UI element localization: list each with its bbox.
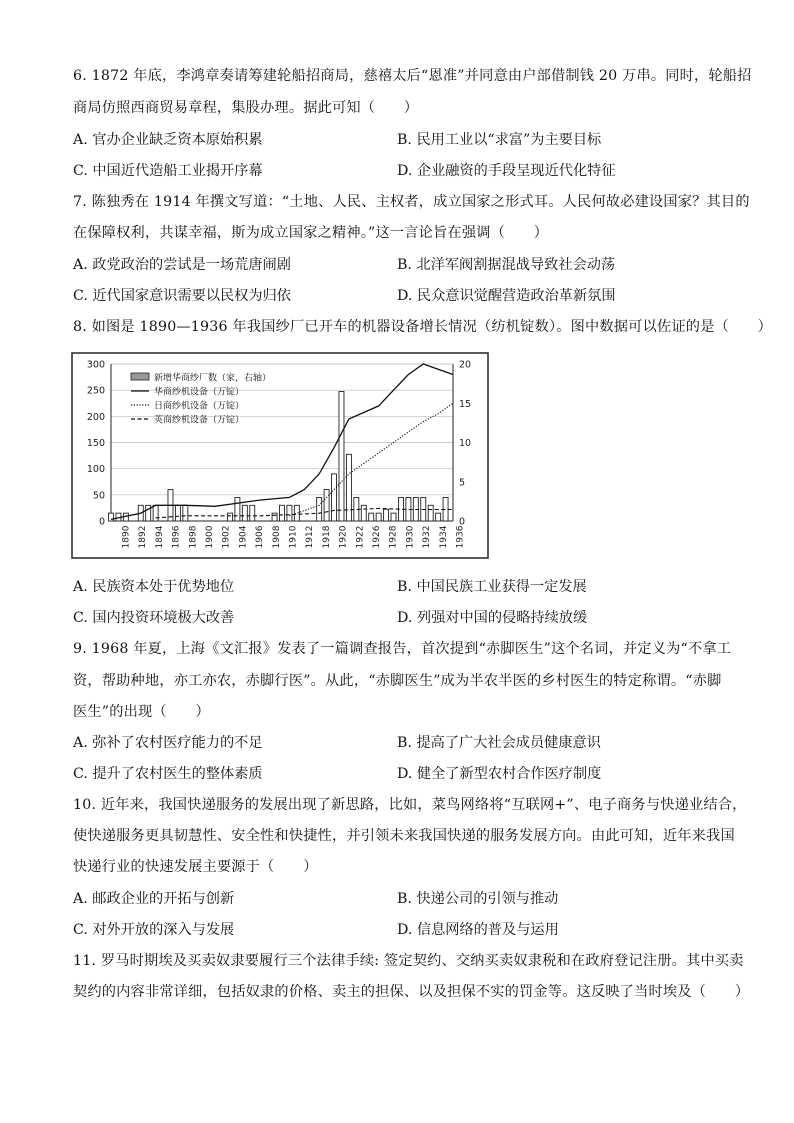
question-8-option-b[interactable]: B. 中国民族工业获得一定发展 bbox=[397, 579, 587, 595]
question-6-option-c[interactable]: C. 中国近代造船工业揭开序幕 bbox=[73, 163, 263, 179]
question-11-line-2: 契约的内容非常详细，包括奴隶的价格、卖主的担保、以及担保不实的罚金等。这反映了当时埃及（ ） bbox=[73, 984, 750, 1000]
question-8-line-1: 8. 如图是 1890—1936 年我国纱厂已开车的机器设备增长情况（纺机锭数）。图中数据可以佐证的是（ ） bbox=[73, 319, 773, 335]
question-10-option-d[interactable]: D. 信息网络的普及与运用 bbox=[397, 922, 559, 938]
y-right-tick-label: 5 bbox=[459, 477, 466, 489]
factory-count-bar bbox=[250, 505, 255, 521]
factory-count-bar bbox=[376, 513, 381, 521]
question-7-line-2: 在保障权利，共谋幸福，斯为成立国家之精神。”这一言论旨在强调（ ） bbox=[73, 225, 549, 241]
factory-count-bar bbox=[339, 391, 344, 521]
y-left-tick-label: 250 bbox=[86, 385, 105, 397]
x-tick-label: 1936 bbox=[455, 525, 466, 549]
x-tick-label: 1918 bbox=[321, 525, 332, 549]
factory-count-bar bbox=[280, 505, 285, 521]
factory-count-bar bbox=[361, 505, 366, 521]
legend-label: 华商纱机设备（万锭） bbox=[154, 387, 245, 398]
y-left-tick-label: 0 bbox=[98, 516, 105, 528]
question-7-option-c[interactable]: C. 近代国家意识需要以民权为归依 bbox=[73, 288, 291, 304]
x-tick-label: 1904 bbox=[238, 525, 249, 549]
x-tick-label: 1930 bbox=[405, 525, 416, 549]
x-tick-label: 1892 bbox=[138, 525, 149, 549]
x-tick-label: 1920 bbox=[338, 525, 349, 549]
x-tick-label: 1902 bbox=[221, 525, 232, 549]
question-6-line-1: 6. 1872 年底，李鸿章奏请筹建轮船招商局，慈禧太后“恩准”并同意由户部借制钱 20 万串。同时，轮船招 bbox=[73, 68, 752, 84]
x-tick-label: 1906 bbox=[255, 525, 266, 549]
y-right-tick-label: 10 bbox=[459, 438, 472, 449]
legend-label: 新增华商纱厂数（家，右轴） bbox=[154, 373, 272, 384]
question-6-option-a[interactable]: A. 官办企业缺乏资本原始积累 bbox=[73, 132, 263, 148]
question-8-option-a[interactable]: A. 民族资本处于优势地位 bbox=[73, 579, 235, 595]
question-9-option-d[interactable]: D. 健全了新型农村合作医疗制度 bbox=[397, 766, 602, 782]
legend-label: 英商纱机设备（万锭） bbox=[154, 415, 245, 426]
question-10-line-2: 使快递服务更具韧慧性、安全性和快捷性，并引领未来我国快递的服务发展方向。由此可知，近年来我国 bbox=[73, 828, 735, 844]
x-tick-label: 1922 bbox=[355, 525, 366, 549]
question-9-line-1: 9. 1968 年夏，上海《文汇报》发表了一篇调查报告，首次提到“赤脚医生”这个名词，并定义为“不拿工 bbox=[73, 641, 732, 657]
question-9-option-c[interactable]: C. 提升了农村医生的整体素质 bbox=[73, 766, 263, 782]
x-tick-label: 1898 bbox=[188, 525, 199, 549]
question-8-option-d[interactable]: D. 列强对中国的侵略持续放缓 bbox=[397, 610, 588, 626]
x-tick-label: 1896 bbox=[171, 525, 182, 549]
factory-count-bar bbox=[369, 513, 374, 521]
factory-count-bar bbox=[235, 497, 240, 521]
y-left-tick-label: 100 bbox=[86, 464, 105, 476]
x-tick-label: 1934 bbox=[438, 525, 449, 549]
question-9-line-2: 资，帮助种地，亦工亦农，赤脚行医”。从此，“赤脚医生”成为半农半医的乡村医生的特定称谓。“赤脚 bbox=[73, 673, 722, 689]
question-7-line-1: 7. 陈独秀在 1914 年撰文写道：“土地、人民、主权者，成立国家之形式耳。人民何故必建设国家？其目的 bbox=[73, 194, 750, 210]
y-right-tick-label: 0 bbox=[459, 516, 466, 528]
question-9-line-3: 医生”的出现（ ） bbox=[73, 704, 210, 720]
factory-count-bar bbox=[175, 505, 180, 521]
legend-label: 日商纱机设备（万锭） bbox=[154, 401, 245, 412]
y-right-tick-label: 20 bbox=[459, 359, 472, 371]
factory-count-bar bbox=[294, 505, 299, 521]
legend-swatch bbox=[131, 373, 149, 380]
question-10-option-c[interactable]: C. 对外开放的深入与发展 bbox=[73, 922, 235, 938]
factory-count-bar bbox=[272, 513, 277, 521]
question-10-option-b[interactable]: B. 快递公司的引领与推动 bbox=[397, 891, 559, 907]
factory-count-bar bbox=[428, 505, 433, 521]
factory-count-bar bbox=[384, 509, 389, 521]
spindle-growth-chart bbox=[71, 352, 489, 559]
x-tick-label: 1908 bbox=[271, 525, 282, 549]
factory-count-bar bbox=[317, 497, 322, 521]
factory-count-bar bbox=[242, 505, 247, 521]
question-7-option-a[interactable]: A. 政党政治的尝试是一场荒唐闹剧 bbox=[73, 257, 291, 273]
factory-count-bar bbox=[287, 505, 292, 521]
factory-count-bar bbox=[346, 454, 351, 521]
x-tick-label: 1926 bbox=[372, 525, 382, 549]
x-tick-label: 1910 bbox=[288, 525, 299, 549]
x-tick-label: 1900 bbox=[205, 525, 215, 549]
x-tick-label: 1912 bbox=[305, 525, 316, 549]
factory-count-bar bbox=[436, 513, 441, 521]
question-6-option-d[interactable]: D. 企业融资的手段呈现近代化特征 bbox=[397, 163, 616, 179]
question-9-option-a[interactable]: A. 弥补了农村医疗能力的不足 bbox=[73, 735, 263, 751]
factory-count-bar bbox=[391, 513, 396, 521]
factory-count-bar bbox=[109, 513, 114, 521]
y-right-tick-label: 15 bbox=[459, 398, 472, 410]
question-11-line-1: 11. 罗马时期埃及买卖奴隶要履行三个法律手续: 签定契约、交纳买卖奴隶税和在政府登记注册。其中买卖 bbox=[73, 953, 744, 969]
y-left-tick-label: 200 bbox=[86, 411, 105, 423]
x-tick-label: 1932 bbox=[422, 525, 433, 549]
question-6-line-2: 商局仿照西商贸易章程，集股办理。据此可知（ ） bbox=[73, 100, 419, 116]
question-10-option-a[interactable]: A. 邮政企业的开拓与创新 bbox=[73, 891, 235, 907]
factory-count-bar bbox=[153, 505, 158, 521]
question-9-option-b[interactable]: B. 提高了广大社会成员健康意识 bbox=[397, 735, 601, 751]
y-left-tick-label: 50 bbox=[92, 490, 105, 502]
factory-count-bar bbox=[183, 505, 188, 521]
question-10-line-3: 快递行业的快速发展主要源于（ ） bbox=[73, 859, 318, 875]
question-7-option-b[interactable]: B. 北洋军阀割据混战导致社会动荡 bbox=[397, 257, 616, 273]
question-8-option-c[interactable]: C. 国内投资环境极大改善 bbox=[73, 610, 235, 626]
question-7-option-d[interactable]: D. 民众意识觉醒营造政治革新氛围 bbox=[397, 288, 616, 304]
question-10-line-1: 10. 近年来，我国快递服务的发展出现了新思路，比如，菜鸟网络将“互联网+”、电子商务与快递业结合， bbox=[73, 797, 747, 813]
factory-count-bar bbox=[227, 513, 232, 521]
factory-count-bar bbox=[332, 474, 337, 521]
x-tick-label: 1928 bbox=[388, 525, 399, 549]
y-left-tick-label: 150 bbox=[86, 438, 105, 449]
x-tick-label: 1894 bbox=[154, 525, 165, 549]
y-left-tick-label: 300 bbox=[86, 359, 105, 371]
question-6-option-b[interactable]: B. 民用工业以“求富”为主要目标 bbox=[397, 132, 602, 148]
x-tick-label: 1890 bbox=[121, 525, 132, 549]
factory-count-bar bbox=[324, 490, 329, 521]
